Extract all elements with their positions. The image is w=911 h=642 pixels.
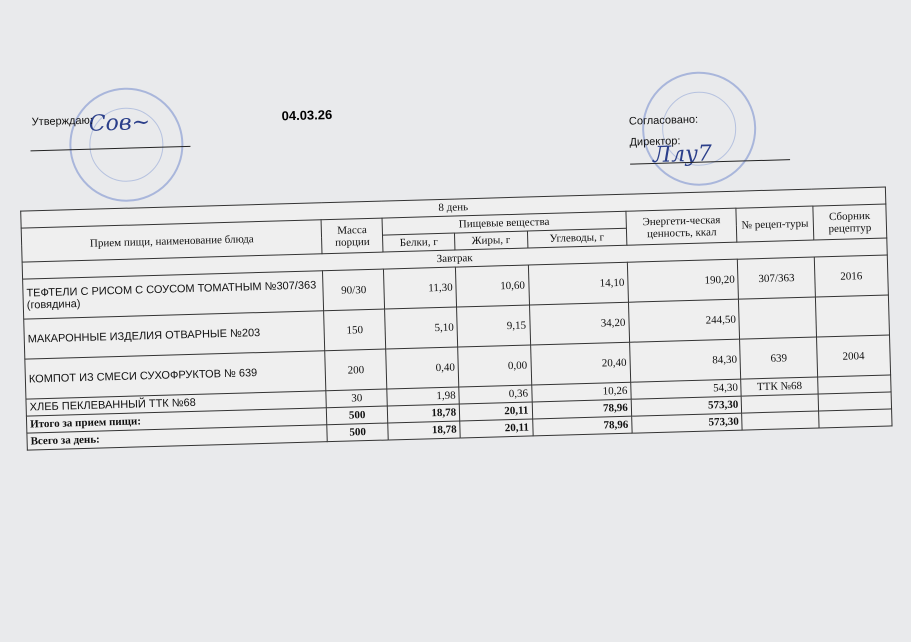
dish-name: КОМПОТ ИЗ СМЕСИ СУХОФРУКТОВ № 639 bbox=[25, 351, 326, 399]
day-total-protein: 18,78 bbox=[388, 421, 461, 440]
col-energy: Энергети-ческая ценность, ккал bbox=[626, 208, 737, 245]
col-fat: Жиры, г bbox=[455, 231, 528, 250]
dish-collection bbox=[817, 375, 891, 394]
dish-protein: 1,98 bbox=[387, 387, 460, 406]
col-collection: Сборник рецептур bbox=[813, 204, 887, 240]
dish-fat: 9,15 bbox=[457, 305, 530, 347]
dish-collection bbox=[815, 295, 889, 337]
col-nutrients: Пищевые вещества bbox=[382, 211, 626, 235]
day-total-label: Всего за день: bbox=[27, 425, 328, 450]
dish-mass: 200 bbox=[325, 349, 387, 391]
day-total-carbs: 78,96 bbox=[532, 416, 632, 436]
section-breakfast: Завтрак bbox=[22, 238, 887, 279]
day-total-recipe bbox=[742, 411, 819, 430]
signature-right: Ллу7 bbox=[652, 141, 713, 168]
day-total-mass: 500 bbox=[327, 423, 388, 442]
dish-collection: 2004 bbox=[816, 335, 890, 377]
dish-collection: 2016 bbox=[814, 255, 888, 297]
day-total-collection bbox=[818, 409, 892, 428]
dish-fat: 10,60 bbox=[456, 265, 529, 307]
dish-recipe: ТТК №68 bbox=[741, 377, 818, 396]
meal-total-carbs: 78,96 bbox=[532, 399, 632, 419]
meal-total-collection bbox=[818, 392, 892, 411]
agreed-label: Согласовано: bbox=[628, 113, 699, 128]
col-protein: Белки, г bbox=[382, 233, 455, 252]
dish-carbs: 10,26 bbox=[531, 382, 631, 402]
dish-name: ТЕФТЕЛИ С РИСОМ С СОУСОМ ТОМАТНЫМ №307/363 (говядина) bbox=[23, 271, 324, 319]
meal-total-fat: 20,11 bbox=[459, 402, 532, 421]
dish-fat: 0,00 bbox=[458, 345, 531, 387]
day-title: 8 день bbox=[21, 187, 886, 228]
meal-total-label: Итого за прием пищи: bbox=[26, 408, 327, 433]
dish-energy: 54,30 bbox=[631, 379, 742, 399]
col-meal: Прием пищи, наименование блюда bbox=[21, 220, 322, 262]
meal-total-recipe bbox=[742, 394, 819, 413]
dish-name: МАКАРОННЫЕ ИЗДЕЛИЯ ОТВАРНЫЕ №203 bbox=[24, 311, 325, 359]
dish-energy: 190,20 bbox=[627, 259, 739, 302]
col-carbs: Углеводы, г bbox=[527, 228, 627, 248]
dish-protein: 5,10 bbox=[385, 307, 458, 349]
menu-table bbox=[20, 187, 892, 451]
dish-recipe bbox=[739, 297, 816, 339]
dish-mass: 90/30 bbox=[323, 269, 385, 311]
director-label: Директор: bbox=[629, 135, 681, 149]
dish-carbs: 20,40 bbox=[530, 342, 630, 385]
menu-date: 04.03.26 bbox=[281, 106, 333, 124]
meal-total-energy: 573,30 bbox=[631, 396, 742, 416]
dish-fat: 0,36 bbox=[459, 385, 532, 404]
dish-name: ХЛЕБ ПЕКЛЕВАННЫЙ ТТК №68 bbox=[26, 391, 327, 416]
dish-protein: 11,30 bbox=[383, 267, 456, 309]
dish-carbs: 34,20 bbox=[529, 302, 630, 345]
signature-left: Сов~ bbox=[88, 110, 151, 137]
dish-mass: 30 bbox=[326, 389, 387, 408]
approve-label: Утверждаю: bbox=[31, 114, 94, 129]
day-total-energy: 573,30 bbox=[632, 413, 743, 433]
col-recipe: № рецеп-туры bbox=[736, 206, 813, 242]
meal-total-protein: 18,78 bbox=[387, 404, 460, 423]
meal-total-mass: 500 bbox=[327, 406, 388, 425]
dish-recipe: 639 bbox=[740, 337, 817, 379]
dish-energy: 244,50 bbox=[628, 299, 740, 342]
dish-energy: 84,30 bbox=[630, 339, 742, 382]
dish-recipe: 307/363 bbox=[738, 257, 815, 299]
school-stamp-right bbox=[641, 70, 758, 187]
school-stamp-left bbox=[68, 86, 185, 203]
dish-mass: 150 bbox=[324, 309, 386, 351]
dish-protein: 0,40 bbox=[386, 347, 459, 389]
col-mass: Масса порции bbox=[321, 218, 382, 254]
day-total-fat: 20,11 bbox=[460, 419, 533, 438]
dish-carbs: 14,10 bbox=[528, 262, 629, 305]
